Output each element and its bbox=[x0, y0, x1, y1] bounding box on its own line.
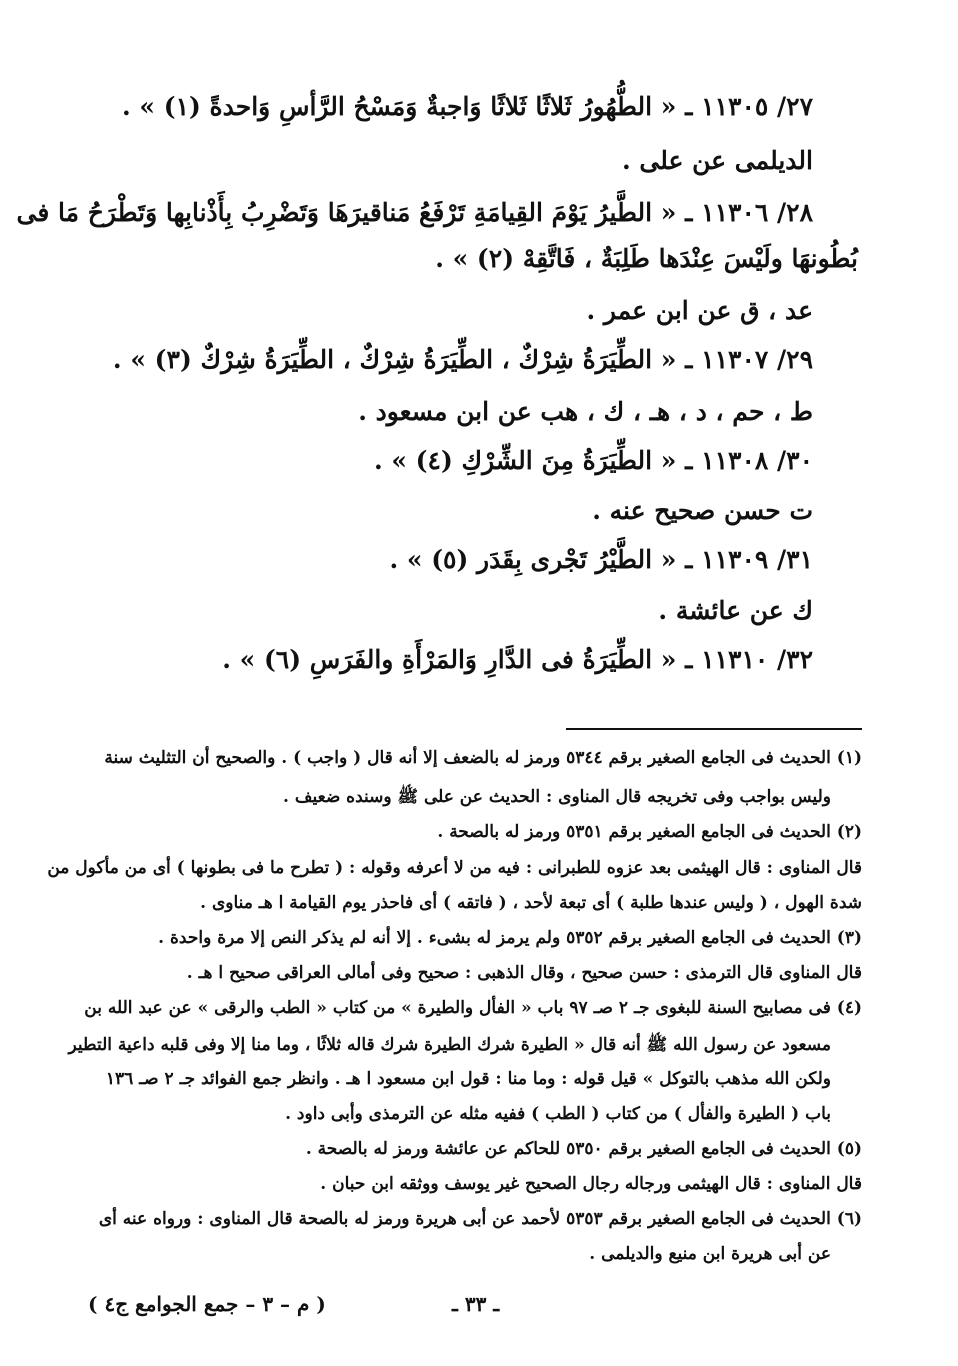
footnote-line: قال المناوى : قال الهيثمى بعد عزوه للطبرانى : فيه من لا أعرفه وقوله : ( تطرح ما فى بطونها ) أى من مأكول من bbox=[47, 858, 862, 878]
footnote-line: (٦) الحديث فى الجامع الصغير برقم ٥٣٥٣ لأحمد عن أبى هريرة ورمز له بالصحة قال المناوى : ورواه عنه أى bbox=[98, 1209, 862, 1229]
hadith-line: ٢٩/ ١١٣٠٧ ـ « الطِّيَرَةُ شِرْكٌ ، الطِّيَرَةُ شِرْكٌ ، الطِّيَرَةُ شِرْكٌ (٣) » . bbox=[112, 345, 813, 374]
footnote-line: عن أبى هريرة ابن منيع والديلمى . bbox=[589, 1244, 831, 1264]
footnote-line: (٢) الحديث فى الجامع الصغير برقم ٥٣٥١ ورمز له بالصحة . bbox=[437, 822, 862, 842]
signature-mark: ( م – ٣ – جمع الجوامع ج٤ ) bbox=[88, 1292, 326, 1316]
source-line: ت حسن صحيح عنه . bbox=[592, 496, 813, 525]
footnote-line: وليس بواجب وفى تخريجه قال المناوى : الحديث عن على ﷺ وسنده ضعيف . bbox=[283, 787, 831, 807]
footnote-line: (١) الحديث فى الجامع الصغير برقم ٥٣٤٤ ورمز له بالضعف إلا أنه قال ( واجب ) . والصحيح أن التثليث سنة bbox=[104, 748, 862, 768]
footnote-line: (٥) الحديث فى الجامع الصغير برقم ٥٣٥٠ للحاكم عن عائشة ورمز له بالصحة . bbox=[305, 1139, 862, 1159]
source-line: ك عن عائشة . bbox=[658, 596, 813, 625]
footnote-line: ولكن الله مذهب بالتوكل » قيل قوله : وما منا : قول ابن مسعود ا هـ . وانظر جمع الفوائد جـ ٢ صـ ١٣٦ bbox=[105, 1069, 831, 1089]
footnote-line: قال المناوى : قال الهيثمى ورجاله رجال الصحيح غير يوسف ووثقه ابن حبان . bbox=[320, 1174, 862, 1194]
hadith-line: بُطُونهَا ولَيْسَ عِنْدَها طَلِبَةٌ ، فَاتَّقِهْ (٢) » . bbox=[435, 244, 858, 273]
page-number: ـ ٣٣ ـ bbox=[452, 1292, 500, 1316]
source-line: الديلمى عن على . bbox=[621, 146, 813, 175]
footnote-line: (٤) فى مصابيح السنة للبغوى جـ ٢ صـ ٩٧ باب « الفأل والطيرة » من كتاب « الطب والرقى » عن عبد الله بن bbox=[84, 998, 862, 1018]
footnote-line: مسعود عن رسول الله ﷺ أنه قال « الطيرة شرك الطيرة شرك قاله ثلاثًا ، وما منا إلا وفى قلبه داعية التطير bbox=[68, 1035, 831, 1055]
hadith-line: ٣٠/ ١١٣٠٨ ـ « الطِّيَرَةُ مِنَ الشِّرْكِ (٤) » . bbox=[373, 446, 813, 475]
footnote-separator bbox=[566, 728, 862, 730]
hadith-line: ٢٨/ ١١٣٠٦ ـ « الطَّيرُ يَوْمَ القِيامَةِ تَرْفَعُ مَناقيرَهَا وَتَضْرِبُ بِأَذْنابِها وَتَطْرَحُ مَا فى bbox=[16, 198, 813, 227]
hadith-line: ٣٢/ ١١٣١٠ ـ « الطِّيَرَةُ فى الدَّارِ وَالمَرْأَةِ والفَرَسِ (٦) » . bbox=[222, 645, 813, 674]
footnote-line: باب ( الطيرة والفأل ) من كتاب ( الطب ) ففيه مثله عن الترمذى وأبى داود . bbox=[285, 1104, 831, 1124]
source-line: عد ، ق عن ابن عمر . bbox=[586, 296, 813, 325]
footnote-line: قال المناوى قال الترمذى : حسن صحيح ، وقال الذهبى : صحيح وفى أمالى العراقى صحيح ا هـ . bbox=[186, 963, 862, 983]
footnote-line: شدة الهول ، ( وليس عندها طلبة ) أى تبعة لأحد ، ( فاتقه ) أى فاحذر يوم القيامة ا هـ مناوى . bbox=[200, 893, 862, 913]
hadith-line: ٣١/ ١١٣٠٩ ـ « الطَّيْرُ تَجْرى بِقَدَر (٥) » . bbox=[389, 545, 813, 574]
footnote-line: (٣) الحديث فى الجامع الصغير برقم ٥٣٥٢ ولم يرمز له بشىء . إلا أنه لم يذكر النص إلا مرة واحدة . bbox=[158, 928, 862, 948]
source-line: ط ، حم ، د ، هـ ، ك ، هب عن ابن مسعود . bbox=[358, 397, 813, 426]
hadith-line: ٢٧/ ١١٣٠٥ ـ « الطُّهُورُ ثَلاثًا ثَلاثًا وَاجبةٌ وَمَسْحُ الرَّأسِ وَاحدةً (١) » . bbox=[122, 92, 813, 121]
